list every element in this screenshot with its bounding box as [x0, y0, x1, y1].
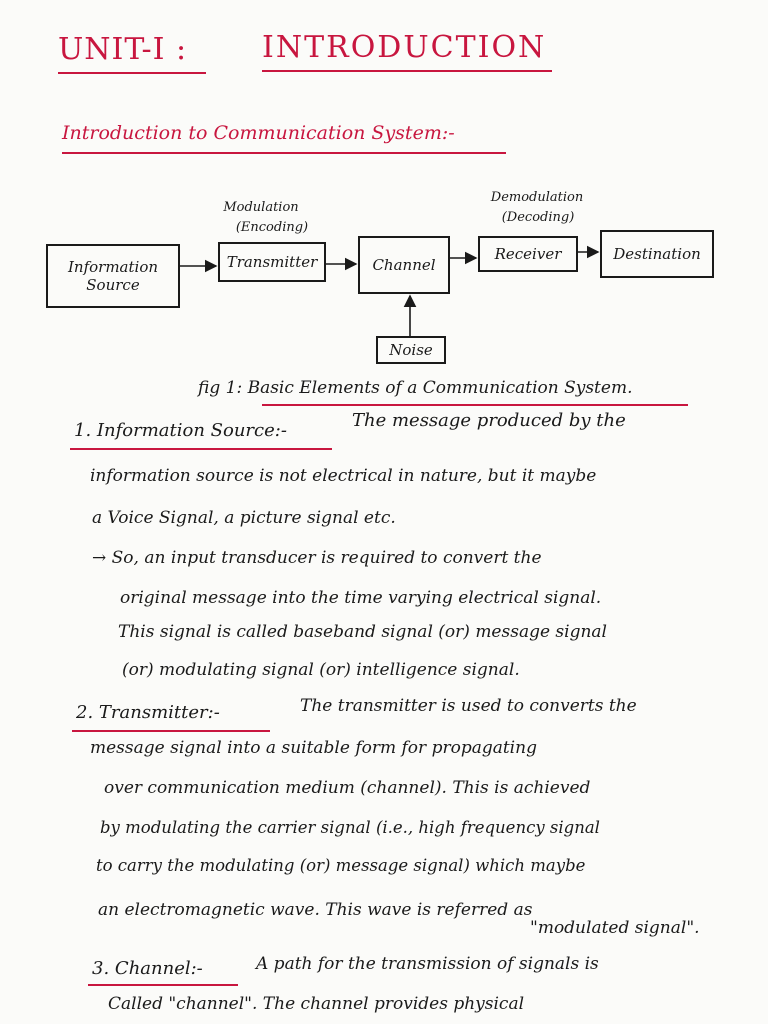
- demodulation-annotation: Demodulation: [490, 190, 584, 205]
- s2-line-5: to carry the modulating (or) message signal) which maybe: [96, 856, 586, 875]
- s1-line-7: (or) modulating signal (or) intelligence signal.: [122, 660, 520, 680]
- encoding-annotation: (Encoding): [235, 220, 309, 235]
- s2-line-3: over communication medium (channel). This is achieved: [104, 778, 591, 798]
- modulation-annotation: Modulation: [223, 200, 299, 215]
- s1-line-5: original message into the time varying electrical signal.: [120, 588, 602, 608]
- section-2-underline: [72, 730, 270, 732]
- figure-caption-text: Basic Elements of a Communication System.: [247, 378, 633, 398]
- receiver-label: Receiver: [494, 245, 562, 263]
- information-source-label-2: Source: [86, 276, 140, 294]
- s3-line-1: A path for the transmission of signals is: [256, 954, 599, 974]
- figure-number: fig 1:: [198, 378, 243, 398]
- s1-line-2: information source is not electrical in nature, but it maybe: [90, 466, 597, 486]
- section-2-title: Transmitter:-: [98, 702, 220, 723]
- page-title: INTRODUCTION: [262, 30, 547, 65]
- section-1-heading: [74, 420, 287, 441]
- figure-caption: [198, 378, 632, 398]
- section-3-number: 3.: [92, 958, 110, 979]
- diagram-arrows: [0, 0, 768, 420]
- channel-label: Channel: [372, 256, 436, 274]
- s2-line-7: "modulated signal".: [530, 918, 700, 938]
- section-1-title: Information Source:-: [96, 420, 287, 441]
- section-3-underline: [88, 984, 238, 986]
- section-subtitle: Introduction to Communication System:-: [62, 122, 455, 144]
- s1-line-4: → So, an input transducer is required to convert the: [92, 548, 542, 568]
- decoding-annotation: (Decoding): [501, 210, 575, 225]
- s1-line-6: This signal is called baseband signal (or) message signal: [118, 622, 607, 642]
- s3-line-2: Called "channel". The channel provides physical: [108, 994, 525, 1014]
- caption-underline: [262, 404, 688, 406]
- s1-line-1: The message produced by the: [352, 410, 626, 431]
- information-source-label-1: Information: [67, 258, 159, 276]
- section-2-number: 2.: [76, 702, 94, 723]
- unit-label: UNIT-I :: [58, 32, 188, 67]
- section-3-title: Channel:-: [114, 958, 203, 979]
- section-1-underline: [70, 448, 332, 450]
- section-1-number: 1.: [74, 420, 92, 441]
- s1-line-3: a Voice Signal, a picture signal etc.: [92, 508, 396, 528]
- destination-label: Destination: [613, 245, 701, 263]
- transmitter-label: Transmitter: [226, 253, 318, 271]
- s2-line-4: by modulating the carrier signal (i.e., high frequency signal: [100, 818, 600, 837]
- s2-line-1: The transmitter is used to converts the: [300, 696, 637, 716]
- section-2-heading: [76, 702, 220, 723]
- s2-line-6: an electromagnetic wave. This wave is referred as: [98, 900, 533, 920]
- noise-label: Noise: [389, 341, 433, 359]
- section-3-heading: [92, 958, 203, 979]
- s2-line-2: message signal into a suitable form for propagating: [90, 738, 537, 758]
